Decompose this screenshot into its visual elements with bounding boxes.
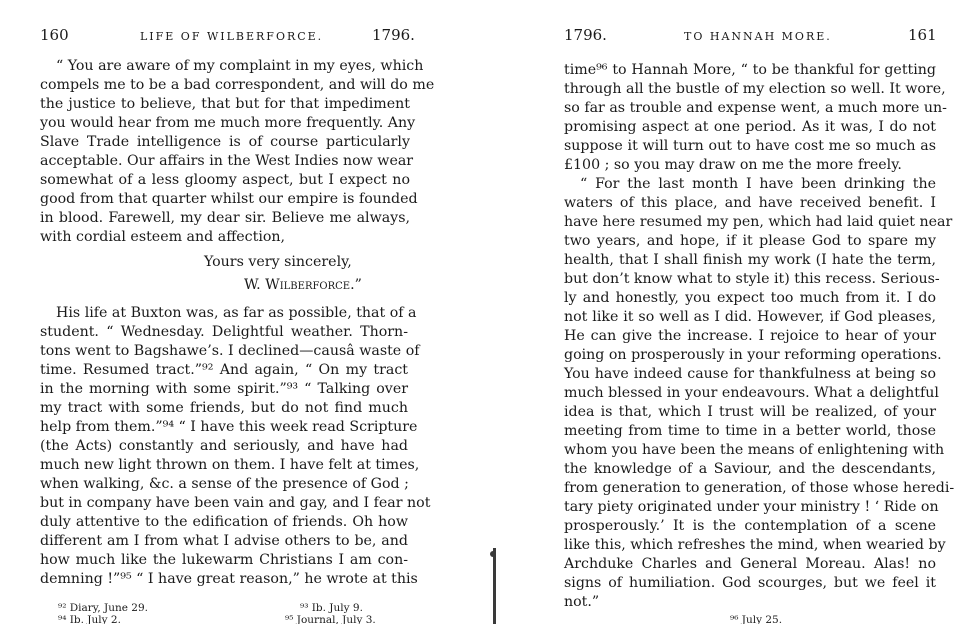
footnote-96: ⁹⁶ July 25. <box>730 614 783 624</box>
text-line: with cordial esteem and affection, <box>40 229 286 245</box>
page-number-right: 161 <box>908 26 937 44</box>
text-line: waters of this place, and have received benefit. I <box>564 195 936 211</box>
text-line: not like it so well as I did. However, if God pleases, <box>564 309 936 325</box>
text-line: health, that I shall finish my work (I hate the term, <box>564 252 936 268</box>
text-line: “ For the last month I have been drinking the <box>580 176 936 192</box>
text-line: student. “ Wednesday. Delightful weather. Thorn- <box>40 324 408 340</box>
page-number-left: 160 <box>40 26 69 44</box>
text-line: promising aspect at one period. As it was, I do not <box>564 119 936 135</box>
text-line: good from that quarter whilst our empire is founded <box>40 191 418 207</box>
text-line: when walking, &c. a sense of the presence of God ; <box>40 476 409 492</box>
text-line: going on prosperously in your reforming operations. <box>564 347 942 363</box>
gutter-mark <box>490 551 496 557</box>
text-line: much blessed in your endeavours. What a delightful <box>564 385 939 401</box>
footnote-92: ⁹² Diary, June 29. <box>58 602 149 614</box>
text-line: meeting from time to time in a better world, those <box>564 423 936 439</box>
text-line: in blood. Farewell, my dear sir. Believe me always, <box>40 210 410 226</box>
text-line: two years, and hope, if it please God to spare my <box>564 233 936 249</box>
running-head-left: LIFE OF WILBERFORCE. <box>140 30 324 43</box>
text-line: time⁹⁶ to Hannah More, “ to be thankful for getting <box>564 62 936 78</box>
text-line: not.” <box>564 594 600 610</box>
text-line: £100 ; so you may draw on me the more freely. <box>564 157 902 173</box>
body-text-right <box>564 61 955 612</box>
text-line: ly and honestly, you expect too much from it. I do <box>564 290 936 306</box>
text-line: through all the bustle of my election so well. It wore, <box>564 81 946 97</box>
text-line: so far as trouble and expense went, a much more un- <box>564 100 947 116</box>
text-line: suppose it will turn out to have cost me so much as <box>564 138 936 154</box>
year-left: 1796. <box>372 26 415 44</box>
running-head-right: TO HANNAH MORE. <box>684 30 832 43</box>
text-line: He can give the increase. I rejoice to hear of your <box>564 328 936 344</box>
text-line: the knowledge of a Saviour, and the descendants, <box>564 461 936 477</box>
text-line: tons went to Bagshawe’s. I declined—causâ waste of <box>40 343 420 359</box>
text-line: prosperously.’ It is the contemplation of a scene <box>564 518 936 534</box>
text-line: demning !”⁹⁵ “ I have great reason,” he wrote at this <box>40 571 418 587</box>
text-line: but don’t know what to style it) this recess. Serious- <box>564 271 940 287</box>
text-line: much new light thrown on them. I have felt at times, <box>40 457 420 473</box>
text-line: different am I from what I advise others to be, and <box>40 533 408 549</box>
text-line: help from them.”⁹⁴ “ I have this week read Scripture <box>40 419 418 435</box>
footnote-95: ⁹⁵ Journal, July 3. <box>285 614 376 624</box>
letter-signature: W. Wilberforce.” <box>244 277 362 293</box>
text-line: how much like the lukewarm Christians I am con- <box>40 552 408 568</box>
text-line: (the Acts) constantly and seriously, and have had <box>40 438 408 454</box>
text-line: in the morning with some spirit.”⁹³ “ Talking over <box>40 381 408 397</box>
text-line: His life at Buxton was, as far as possible, that of a <box>56 305 417 321</box>
footnote-93: ⁹³ Ib. July 9. <box>300 602 363 614</box>
text-line: like this, which refreshes the mind, when wearied by <box>564 537 946 553</box>
text-line: somewhat of a less gloomy aspect, but I expect no <box>40 172 410 188</box>
text-line: tary piety originated under your ministry ! ‘ Ride on <box>564 499 939 515</box>
text-line: have here resumed my pen, which had laid quiet near <box>564 214 953 230</box>
right-page <box>520 0 980 624</box>
text-line: time. Resumed tract.”⁹² And again, “ On my tract <box>40 362 408 378</box>
letter-closing: Yours very sincerely, <box>204 254 352 270</box>
letter-text-left <box>40 57 435 247</box>
text-line: duly attentive to the edification of friends. Oh how <box>40 514 408 530</box>
text-line: Archduke Charles and General Moreau. Alas! no <box>564 556 936 572</box>
text-line: “ You are aware of my complaint in my eyes, which <box>56 58 424 74</box>
text-line: idea is that, which I trust will be realized, of your <box>564 404 936 420</box>
text-line: Slave Trade intelligence is of course particularly <box>40 134 410 150</box>
footnote-94: ⁹⁴ Ib. July 2. <box>58 614 121 624</box>
text-line: whom you have been the means of enlightening with <box>564 442 945 458</box>
text-line: from generation to generation, of those whose heredi- <box>564 480 955 496</box>
year-right: 1796. <box>564 26 607 44</box>
text-line: You have indeed cause for thankfulness at being so <box>564 366 936 382</box>
text-line: acceptable. Our affairs in the West Indies now wear <box>40 153 414 169</box>
body-text-left <box>40 304 431 589</box>
text-line: my tract with some friends, but do not find much <box>40 400 408 416</box>
text-line: you would hear from me much more frequently. Any <box>40 115 416 131</box>
text-line: signs of humiliation. God scourges, but we feel it <box>564 575 936 591</box>
text-line: but in company have been vain and gay, and I fear not <box>40 495 431 511</box>
book-gutter <box>493 548 496 624</box>
text-line: the justice to believe, that but for that impediment <box>40 96 410 112</box>
left-page <box>0 0 470 624</box>
text-line: compels me to be a bad correspondent, and will do me <box>40 77 435 93</box>
